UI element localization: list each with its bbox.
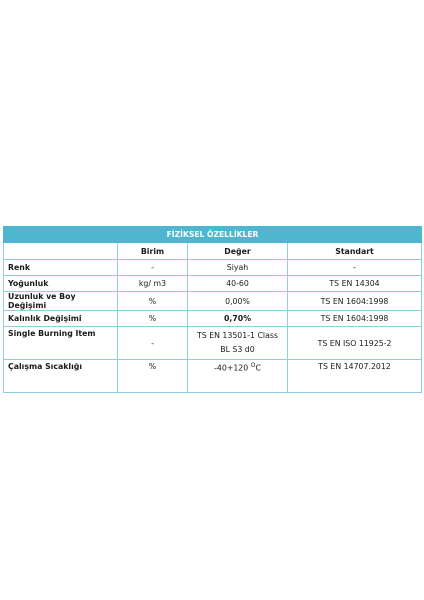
row-value-line2: BL S3 d0	[220, 345, 255, 354]
table-row	[4, 327, 422, 360]
row-value: 0,00%	[188, 292, 288, 311]
table-row	[4, 311, 422, 327]
row-standard: TS EN 14707.2012	[288, 360, 422, 393]
row-value	[188, 327, 288, 360]
row-name: Single Burning Item	[4, 327, 118, 360]
table-row	[4, 260, 422, 276]
header-standard: Standart	[288, 243, 422, 260]
row-unit: -	[118, 327, 188, 360]
table-row	[4, 276, 422, 292]
row-unit: -	[118, 260, 188, 276]
header-value: Değer	[188, 243, 288, 260]
row-unit: kg/ m3	[118, 276, 188, 292]
header-property	[4, 243, 118, 260]
row-value-unit: C	[255, 363, 261, 373]
row-name: Yoğunluk	[4, 276, 118, 292]
table-row	[4, 292, 422, 311]
row-name: Uzunluk ve Boy Değişimi	[4, 292, 118, 311]
table-row	[4, 360, 422, 393]
row-standard: -	[288, 260, 422, 276]
row-standard: TS EN 1604:1998	[288, 292, 422, 311]
row-value	[188, 360, 288, 393]
row-unit: %	[118, 311, 188, 327]
row-standard: TS EN ISO 11925-2	[288, 327, 422, 360]
row-value: Siyah	[188, 260, 288, 276]
row-unit: %	[118, 360, 188, 393]
row-name: Renk	[4, 260, 118, 276]
row-standard: TS EN 14304	[288, 276, 422, 292]
row-value-line1: TS EN 13501-1 Class	[197, 331, 278, 340]
row-name: Kalınlık Değişimi	[4, 311, 118, 327]
physical-properties-table	[3, 226, 422, 393]
row-name: Çalışma Sıcaklığı	[4, 360, 118, 393]
table-title: FİZİKSEL ÖZELLİKLER	[4, 227, 422, 243]
header-unit: Birim	[118, 243, 188, 260]
table-title-row	[4, 227, 422, 243]
table-header-row	[4, 243, 422, 260]
degree-symbol: O	[250, 362, 256, 369]
row-unit: %	[118, 292, 188, 311]
row-value-number: -40+120	[214, 363, 249, 373]
row-value: 40-60	[188, 276, 288, 292]
row-value: 0,70%	[188, 311, 288, 327]
row-standard: TS EN 1604:1998	[288, 311, 422, 327]
